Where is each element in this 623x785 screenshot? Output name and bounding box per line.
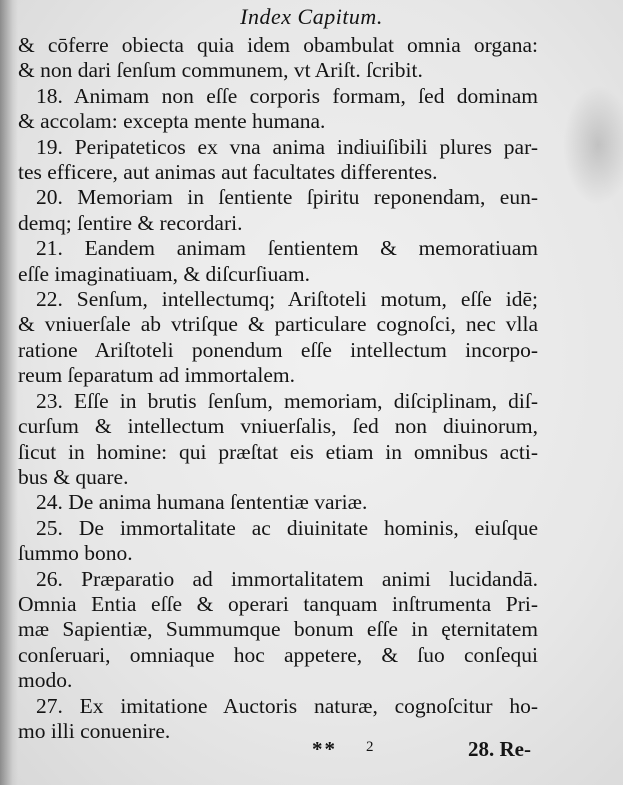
text-line: 22. Senſum, intellectumq; Ariſtoteli motum, eſſe idē;: [36, 287, 538, 312]
running-header: Index Capitum.: [240, 4, 383, 29]
text-line: demq; ſentire & recordari.: [18, 210, 243, 235]
text-line: & cōferre obiecta quia idem obambulat omnia organa:: [18, 33, 538, 57]
text-line: Omnia Entia eſſe & operari tanquam inſtrumenta Pri-: [18, 591, 538, 616]
text-line: & non dari ſenſum communem, vt Ariſt. ſcribit.: [18, 58, 423, 83]
text-line: tes efficere, aut animas aut facultates differentes.: [18, 160, 438, 185]
text-line: 25. De immortalitate ac diuinitate hominis, eiuſque: [36, 515, 538, 540]
text-line: 27. Ex imitatione Auctoris naturæ, cognoſcitur ho-: [36, 693, 538, 718]
text-line: conſeruari, omniaque hoc appetere, & ſuo conſequi: [18, 642, 538, 667]
text-line: bus & quare.: [18, 464, 129, 489]
text-line: modo.: [18, 668, 73, 693]
text-line: & accolam: excepta mente humana.: [18, 109, 326, 134]
catchword: 28. Re-: [468, 737, 531, 761]
text-line: ſicut in homine: qui præſtat eis etiam in omnibus acti-: [18, 439, 538, 464]
signature-number: 2: [366, 739, 374, 755]
text-line: 21. Eandem animam ſentientem & memoratiuam: [36, 236, 538, 261]
text-line: 23. Eſſe in brutis ſenſum, memoriam, diſciplinam, diſ-: [36, 388, 538, 413]
text-line: mo illi conuenire.: [18, 718, 171, 743]
paper-stain: [563, 85, 623, 205]
text-line: 26. Præparatio ad immortalitatem animi lucidandā.: [36, 566, 538, 591]
text-line: & vniuerſale ab vtriſque & particulare cognoſci, nec vlla: [18, 312, 538, 337]
page-footer: [0, 737, 560, 763]
text-line: ſummo bono.: [18, 541, 133, 566]
text-line: 20. Memoriam in ſentiente ſpiritu reponendam, eun-: [36, 185, 538, 210]
text-line: 24. De anima humana ſententiæ variæ.: [36, 490, 368, 515]
text-line: 18. Animam non eſſe corporis formam, ſed dominam: [36, 83, 538, 108]
index-text-block: [18, 33, 538, 744]
page-edge-shadow: [0, 0, 18, 785]
text-line: curſum & intellectum vniuerſalis, ſed non diuinorum,: [18, 414, 538, 439]
signature-mark: **: [312, 737, 337, 761]
text-line: mæ Sapientiæ, Summumque bonum eſſe in ęternitatem: [18, 617, 538, 642]
text-line: eſſe imaginatiuam, & diſcurſiuam.: [18, 261, 310, 286]
text-line: ratione Ariſtoteli ponendum eſſe intellectum incorpo-: [18, 337, 538, 362]
text-line: reum ſeparatum ad immortalem.: [18, 363, 296, 388]
text-line: 19. Peripateticos ex vna anima indiuiſibili plures par-: [36, 134, 538, 159]
